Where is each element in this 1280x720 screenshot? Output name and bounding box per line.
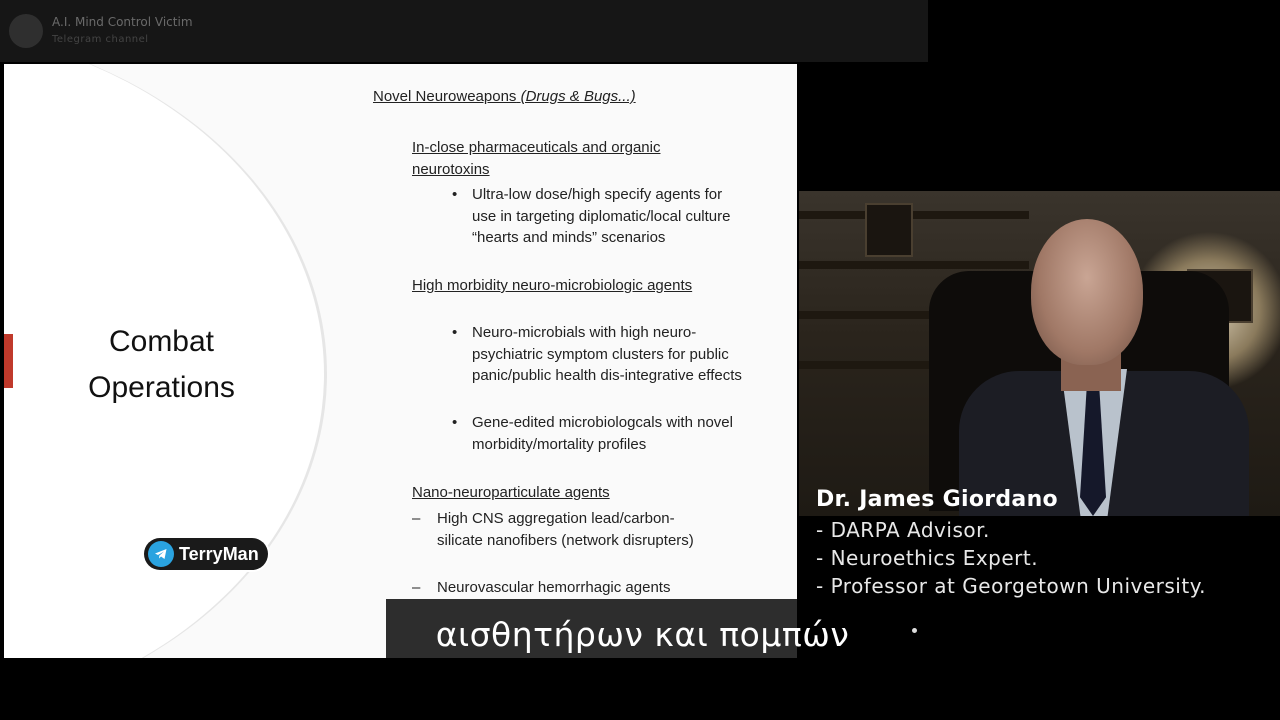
watermark-label: TerryMan: [179, 543, 259, 564]
section-title: In-close pharmaceuticals and organic neurotoxins: [412, 139, 661, 178]
dash-text: High CNS aggregation lead/carbon-silicate nanofibers (network disrupters): [437, 510, 694, 549]
channel-subtitle: Telegram channel: [52, 34, 149, 45]
speaker-video: [799, 191, 1280, 516]
slide-heading-text: Novel Neuroweapons: [373, 88, 517, 105]
slide-title-line2: Operations: [88, 371, 235, 404]
dash-text: Neurovascular hemorrhagic agents: [437, 579, 671, 596]
channel-header: [0, 0, 928, 62]
bullet-symbol: •: [452, 186, 458, 203]
speaker-name: Dr. James Giordano: [816, 487, 1058, 512]
speaker-role: - Neuroethics Expert.: [816, 546, 1039, 570]
telegram-icon: [148, 541, 174, 567]
channel-avatar[interactable]: [9, 14, 43, 48]
subtitle-box: [386, 599, 899, 669]
slide-heading-suffix: (Drugs & Bugs...): [520, 88, 636, 105]
speaker-head: [1031, 219, 1143, 365]
speaker-role: - Professor at Georgetown University.: [816, 574, 1207, 598]
speaker-role: - DARPA Advisor.: [816, 518, 990, 542]
section-title: Nano-neuroparticulate agents: [412, 484, 610, 501]
dash-symbol: –: [412, 579, 421, 596]
slide-heading: [373, 86, 636, 108]
section-title: High morbidity neuro-microbiologic agents: [412, 277, 693, 294]
channel-name[interactable]: A.I. Mind Control Victim: [52, 15, 193, 29]
bullet-text: Neuro-microbials with high neuro-psychiatric symptom clusters for public panic/public health dis-integrative effects: [472, 324, 742, 384]
dash-item: [412, 508, 712, 551]
slide-title: [44, 319, 279, 411]
bullet-text: Ultra-low dose/high specify agents for use in targeting diplomatic/local culture “hearts and minds” scenarios: [472, 186, 731, 246]
dash-symbol: –: [412, 510, 421, 527]
telegram-watermark: [144, 538, 268, 570]
bullet-item: [452, 412, 742, 455]
presentation-slide: [4, 64, 797, 658]
bullet-item: [452, 184, 742, 249]
slide-accent-bar: [4, 334, 13, 388]
bullet-symbol: •: [452, 324, 458, 341]
dash-item: [412, 577, 732, 599]
subtitle-text: αισθητήρων και πομπών: [435, 614, 850, 654]
bullet-text: Gene-edited microbiologcals with novel morbidity/mortality profiles: [472, 414, 733, 453]
slide-title-line1: Combat: [108, 325, 215, 358]
bullet-item: [452, 322, 742, 387]
bullet-symbol: •: [452, 414, 458, 431]
